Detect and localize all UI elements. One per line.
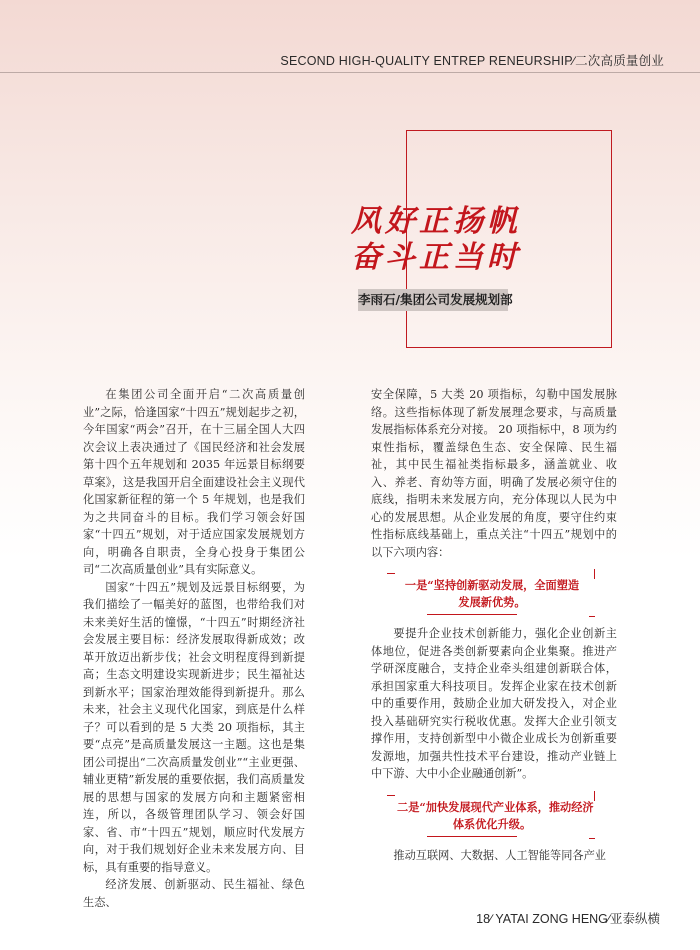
- callout-line: 发展新优势。: [458, 595, 526, 609]
- header-divider: [0, 72, 700, 73]
- left-column: [83, 386, 305, 911]
- highlight-callout-2: [387, 795, 595, 837]
- paragraph: 推动互联网、大数据、人工智能等同各产业: [393, 848, 606, 862]
- paragraph: 经济发展、创新驱动、民生福祉、绿色生态、: [83, 878, 305, 909]
- callout-line: 二是“加快发展现代产业体系，推动经济: [397, 799, 594, 814]
- title-line-2: 奋斗正当时: [351, 240, 521, 275]
- paragraph: 在集团公司全面开启“二次高质量创业”之际，恰逢国家“十四五”规划起步之初，今年国家“两会”召开，在十三届全国人大四次会议上表决通过了《国民经济和社会发展第十四个五年规划和 2035 年远景目标纲要草案》，这是我国开启全面建设社会主义现代化国家新征程的第一个 5 年规划，也是我们为之共同奋斗的目标。我们学习领会好国家“十四五”规划，对于适应国家发展规划方向，明确各自职责，全身心投身于集团公司“二次高质量创业”具有实际意义。: [83, 388, 305, 576]
- callout-line: 体系优化升级。: [452, 816, 532, 831]
- right-column: [371, 386, 617, 864]
- article-title: [330, 204, 542, 276]
- paragraph: 安全保障，5 大类 20 项指标，勾勒中国发展脉络。这些指标体现了新发展理念要求，与高质量发展指标体系充分对接。 20 项指标中，8 项为约束性指标，覆盖绿色生态、安全保障、民生福祉，其中民生福祉类指标最多，涵盖就业、收入、养老、育幼等方面，明确了发展必须守住的底线，指明未来发展方向，充分体现以人民为中心的发展思想。从企业发展的角度，要守住约束性指标底线基础上，重点关注“十四五”规划中的以下六项内容：: [371, 388, 617, 559]
- title-line-1: 风好正扬帆: [351, 204, 521, 239]
- paragraph: 要提升企业技术创新能力，强化企业创新主体地位，促进各类创新要素向企业集聚。推进产学研深度融合，支持企业牵头组建创新联合体，承担国家重大科技项目。发挥企业家在技术创新中的重要作用，鼓励企业加大研发投入，对企业投入基础研究实行税收优惠。发挥大企业引领支撑作用，支持创新型中小微企业成长为创新重要发源地，加强共性技术平台建设，推动产业链上中下游、大中小企业融通创新”。: [371, 627, 617, 780]
- paragraph: 国家“十四五”规划及远景目标纲要，为我们描绘了一幅美好的蓝图，也带给我们对未来美好生活的憧憬，“十四五”时期经济社会发展主要目标：经济发展取得新成效；改革开放迈出新步伐；社会文明程度得到新提高；生态文明建设实现新进步；民生福祉达到新水平；国家治理效能得到新提升。那么未来，社会主义现代化国家，到底是什么样子？可以看到的是 5 大类 20 项指标，其主要“点亮”是高质量发展这一主题。这也是集团公司提出“二次高质量发创业”“主业更强、辅业更精”新发展的重要依据，我们高质量发展的思想与国家的发展方向和主题紧密相连，所以，各级管理团队学习、领会好国家、省、市“十四五”规划，顺应时代发展方向，对于我们规划好企业未来发展方向、目标，具有重要的指导意义。: [83, 580, 305, 874]
- highlight-callout-1: [387, 573, 595, 615]
- section-header: SECOND HIGH-QUALITY ENTREP RENEURSHIP∕二次高质量创业: [280, 54, 664, 68]
- callout-line: 一是“坚持创新驱动发展，全面塑造: [404, 578, 580, 592]
- page-footer: 18∕ YATAI ZONG HENG∕亚泰纵横: [476, 912, 660, 926]
- author-byline: 李雨石/集团公司发展规划部: [358, 289, 508, 311]
